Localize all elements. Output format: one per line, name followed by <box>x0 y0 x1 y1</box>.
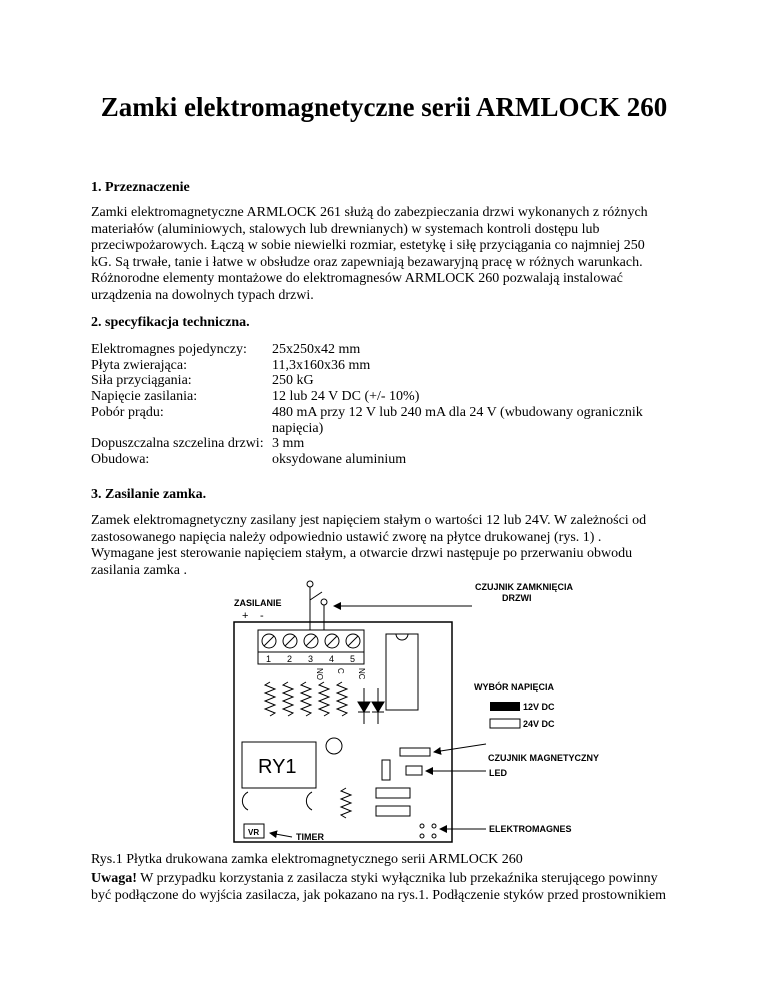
terminal-4-label: 4 <box>329 654 335 664</box>
electromagnet-pad-1 <box>420 824 424 828</box>
spec-label <box>91 421 272 437</box>
ic-chip <box>386 634 418 710</box>
paragraph-line: zasilania zamka . <box>91 562 188 578</box>
led-connector <box>382 760 390 780</box>
spec-row <box>91 389 711 405</box>
timer-label: TIMER <box>296 832 324 842</box>
spec-label: Dopuszczalna szczelina drzwi: <box>91 436 264 452</box>
led-label: LED <box>489 768 507 778</box>
paragraph-line: materiałów (aluminiowych, stalowych lub drewnianych) w systemach kontroli dostępu lub <box>91 221 600 237</box>
pcb-diagram <box>212 578 642 848</box>
spec-table <box>91 342 711 468</box>
terminal-2-label: 2 <box>287 654 293 664</box>
wybor-napiecia-label: WYBÓR NAPIĘCIA <box>474 682 555 692</box>
figure-caption: Rys.1 Płytka drukowana zamka elektromagnetycznego serii ARMLOCK 260 <box>91 852 523 867</box>
spec-value: 250 kG <box>272 373 314 389</box>
note-line <box>91 871 691 888</box>
spec-label: Siła przyciągania: <box>91 373 192 389</box>
magnetic-sensor-arrow <box>434 744 486 752</box>
pcb-diagram-svg <box>212 578 642 848</box>
terminal-3-label: 3 <box>308 654 314 664</box>
paragraph-line: kG. Są trwałe, tanie i łatwe w obsłudze oraz zapewniają bezawaryjną pracę w różnych warunkach. <box>91 254 643 270</box>
diode-pair <box>358 688 384 724</box>
spec-value: 25x250x42 mm <box>272 342 361 357</box>
board-mark-right <box>306 792 312 810</box>
spec-value: 11,3x160x36 mm <box>272 357 371 373</box>
spec-label: Elektromagnes pojedynczy: <box>91 342 247 357</box>
electromagnet-pad-3 <box>420 834 424 838</box>
section-3-paragraph <box>91 513 691 579</box>
resistor-bank <box>265 682 347 716</box>
minus-label: - <box>260 610 264 622</box>
pin-nc-label: NC <box>357 668 366 680</box>
spec-value: 12 lub 24 V DC (+/- 10%) <box>272 389 420 405</box>
elektromagnes-label: ELEKTROMAGNES <box>489 824 572 834</box>
paragraph-line: Wymagane jest sterowanie napięciem stałym, a otwarcie drzwi następuje po przerwaniu obwodu <box>91 546 633 561</box>
note-line-2: być podłączone do wyjścia zasilacza, jak pokazano na rys.1. Podłączenie styków przed prostownikiem <box>91 887 666 903</box>
section-1-paragraph <box>91 205 691 304</box>
czujnik-zamkniecia-label-2: DRZWI <box>502 593 532 603</box>
spec-row <box>91 421 711 437</box>
paragraph-line: Różnorodne elementy montażowe do elektromagnesów ARMLOCK 260 pozwalają instalować <box>91 271 623 286</box>
paragraph-line: urządzenia na dowolnych typach drzwi. <box>91 287 314 303</box>
czujnik-magnetyczny-label: CZUJNIK MAGNETYCZNY <box>488 753 600 763</box>
czujnik-zamkniecia-label-1: CZUJNIK ZAMKNIĘCIA <box>475 582 573 592</box>
electromagnet-connector-2 <box>376 806 410 816</box>
spec-label: Pobór prądu: <box>91 404 164 420</box>
section-2-heading: 2. specyfikacja techniczna. <box>91 315 250 330</box>
spec-value: 3 mm <box>272 436 305 452</box>
section-1-heading: 1. Przeznaczenie <box>91 180 190 195</box>
note-paragraph <box>91 871 691 904</box>
electromagnet-pad-2 <box>432 824 436 828</box>
vr-label: VR <box>248 828 260 837</box>
board-mark-left <box>242 792 248 810</box>
pin-no-label: NO <box>315 668 324 680</box>
spec-value: 480 mA przy 12 V lub 240 mA dla 24 V (wbudowany ogranicznik <box>272 404 643 420</box>
terminal-1-label: 1 <box>266 654 272 664</box>
document-title: Zamki elektromagnetyczne serii ARMLOCK 260 <box>100 92 668 122</box>
pin-c-label: C <box>336 668 345 674</box>
dc24-label: 24V DC <box>523 719 555 729</box>
spec-row <box>91 436 711 452</box>
paragraph-line: Zamek elektromagnetyczny zasilany jest napięciem stałym o wartości 12 lub 24V. W zależności od <box>91 513 647 528</box>
timer-arrow <box>270 833 292 837</box>
magnetic-sensor-connector <box>400 748 430 756</box>
spec-row <box>91 358 711 374</box>
paragraph-line: Zamki elektromagnetyczne ARMLOCK 261 służą do zabezpieczania drzwi wykonanych z różnych <box>91 205 648 220</box>
paragraph-line: zastosowanego napięcia należy odpowiednio ustawić zworę na płytce drukowanej (rys. 1) . <box>91 529 602 545</box>
spec-label: Napięcie zasilania: <box>91 389 198 405</box>
spec-row <box>91 452 711 468</box>
note-bold: Uwaga! <box>91 871 137 886</box>
electromagnet-pad-4 <box>432 834 436 838</box>
spec-value: napięcia) <box>272 420 324 436</box>
spec-label: Obudowa: <box>91 451 150 467</box>
spec-label: Płyta zwierająca: <box>91 357 188 373</box>
jumper-24v <box>490 719 520 728</box>
section-3-heading: 3. Zasilanie zamka. <box>91 487 207 502</box>
spec-row <box>91 342 711 358</box>
timer-resistor <box>341 788 351 818</box>
jumper-12v <box>490 702 520 711</box>
spec-value: oksydowane aluminium <box>272 451 407 467</box>
spec-row <box>91 373 711 389</box>
electromagnet-connector-1 <box>376 788 410 798</box>
led <box>406 766 422 775</box>
note-line-1: W przypadku korzystania z zasilacza styki wyłącznika lub przekaźnika sterującego powinny <box>136 871 658 886</box>
plus-label: + <box>242 610 249 622</box>
zasilanie-label: ZASILANIE <box>234 598 282 608</box>
paragraph-line: przeciwpożarowych. Łączą w sobie niewielki rozmiar, estetykę i siłę przyciągania co najmniej 250 <box>91 238 645 253</box>
terminal-5-label: 5 <box>350 654 356 664</box>
dc12-label: 12V DC <box>523 702 555 712</box>
relay-label: RY1 <box>258 756 297 778</box>
spec-row <box>91 405 711 421</box>
